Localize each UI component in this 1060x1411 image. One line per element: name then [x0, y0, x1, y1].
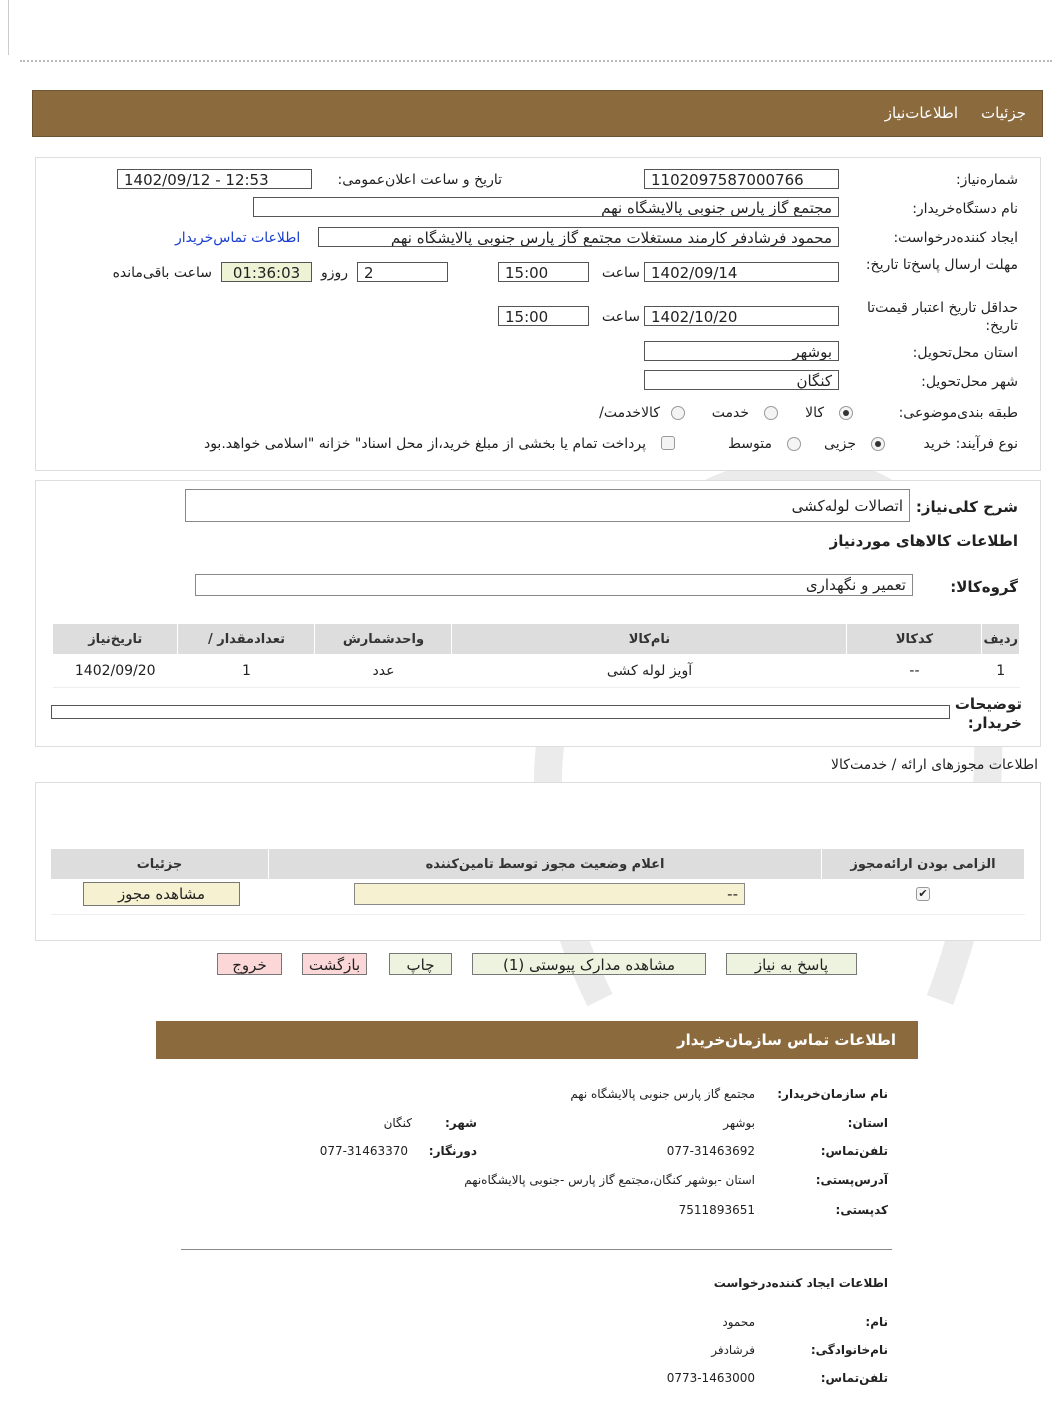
announce-field: 1402/09/12 - 12:53 [117, 169, 312, 189]
contact-org: مجتمع گاز پارس جنوبی پالایشگاه نهم [570, 1087, 755, 1101]
top-dotted-separator [20, 60, 1052, 62]
deadline-date-field: 1402/09/14 [644, 262, 839, 282]
contact-phone-label: تلفن‌تماس: [820, 1144, 888, 1158]
category-radio-goods-service[interactable] [671, 406, 685, 420]
page-header-bar [32, 90, 1043, 137]
contact-address-label: آدرس‌پستی: [815, 1173, 888, 1187]
cell-row: 1 [982, 655, 1020, 688]
general-desc-field: اتصالات لوله‌کشی [185, 489, 910, 522]
province-label: استان محل‌تحویل: [912, 345, 1018, 361]
contact-address: استان -بوشهر کنگان،مجتمع گاز پارس -جنوبی پالایشگاه‌نهم [464, 1173, 755, 1187]
col-date: تاریخ‌نیاز [53, 624, 178, 655]
min-valid-date-field: 1402/10/20 [644, 306, 839, 326]
cell-qty: 1 [178, 655, 315, 688]
contact-phone: 077-31463692 [666, 1144, 755, 1158]
contact-province-label: استان: [847, 1116, 888, 1130]
permits-title: اطلاعات مجوزهای ارائه / خدمت‌کالا [831, 757, 1038, 773]
group-label: گروه‌کالا: [950, 578, 1018, 596]
category-radio-goods[interactable] [839, 406, 853, 420]
contact-fax: 077-31463370 [319, 1144, 408, 1158]
col-status: اعلام وضعیت مجوز توسط تامین‌کننده [269, 849, 822, 880]
attachments-button[interactable]: مشاهده مدارک پیوستی (1) [472, 953, 706, 975]
items-table [52, 623, 1020, 688]
col-qty: تعدادمقدار / [178, 624, 315, 655]
contact-title: اطلاعات تماس سازمان‌خریدار [676, 1031, 896, 1049]
contact-postal-label: کد‌پستی: [835, 1203, 888, 1217]
creator-field: محمود فرشادفر کارمند مستغلات مجتمع گاز پارس جنوبی پالایشگاه نهم [318, 227, 839, 247]
treasury-payment-checkbox[interactable] [661, 436, 675, 450]
creator-family: فرشادفر [711, 1343, 755, 1357]
col-name: نام‌کالا [452, 624, 847, 655]
days-field: 2 [357, 262, 448, 282]
creator-phone-label: تلفن‌تماس: [820, 1371, 888, 1385]
buyer-org-label: نام دستگاه‌خریدار: [912, 201, 1018, 217]
print-button[interactable]: چاپ [389, 953, 452, 975]
tab-need-info[interactable]: اطلاعات‌نياز [884, 104, 958, 122]
cell-date: 1402/09/20 [53, 655, 178, 688]
general-desc-label: شرح کلی‌نیاز: [915, 498, 1018, 516]
contact-city-label: شهر: [445, 1116, 477, 1130]
contact-header-bar [156, 1021, 918, 1059]
col-unit: واحدشمارش [315, 624, 452, 655]
min-valid-time-field: 15:00 [498, 306, 589, 326]
category-label: طبقه بندی‌موضوعی: [898, 405, 1018, 421]
buyer-org-field: مجتمع گاز پارس جنوبی پالایشگاه نهم [253, 197, 839, 217]
category-option-goods-service: کالا‌خدمت/ [599, 405, 660, 421]
deadline-label: مهلت ارسال پاسخ‌تا تاریخ: [865, 257, 1018, 273]
col-required: الزامی بودن ارائه‌مجوز [822, 849, 1025, 880]
remaining-time-field: 01:36:03 [221, 262, 312, 282]
process-option-medium: متوسط [728, 436, 772, 452]
category-radio-service[interactable] [764, 406, 778, 420]
left-edge-line [8, 0, 9, 55]
contact-province: بوشهر [723, 1116, 755, 1130]
announce-label: تاریخ و ساعت اعلان‌عمومی: [337, 172, 502, 188]
permit-status-field: -- [354, 883, 745, 905]
contact-fax-label: دورنگار: [428, 1144, 477, 1158]
buyer-contact-link[interactable]: اطلاعات تماس‌خریدار [175, 230, 301, 246]
cell-code: -- [847, 655, 982, 688]
tab-details[interactable]: جزئيات [981, 104, 1026, 122]
city-label: شهر محل‌تحویل: [921, 374, 1018, 390]
process-option-minor: جزیی [824, 436, 856, 452]
need-number-label: شماره‌نیاز: [955, 172, 1018, 188]
creator-name-label: نام: [865, 1315, 888, 1329]
process-radio-minor[interactable] [871, 437, 885, 451]
cell-unit: عدد [315, 655, 452, 688]
creator-name: محمود [722, 1315, 755, 1329]
payment-note: پرداخت تمام یا بخشی از مبلغ خرید،از محل اسناد" خزانه "اسلامی خواهد.بود [203, 436, 646, 452]
items-title: اطلاعات کالاهای موردنیاز [829, 532, 1018, 550]
province-field: بوشهر [644, 341, 839, 361]
view-permit-button[interactable]: مشاهده مجوز [83, 882, 240, 906]
contact-org-label: نام سازمان‌خریدار: [777, 1087, 888, 1101]
category-option-goods: کالا [805, 405, 824, 421]
creator-label: ایجاد کننده‌درخواست: [893, 230, 1018, 246]
city-field: کنگان [644, 370, 839, 390]
permit-required-checkbox: ✔ [916, 887, 930, 901]
reply-button[interactable]: پاسخ به نیاز [726, 953, 857, 975]
table-row [53, 655, 1020, 688]
group-field: تعمیر و نگهداری [195, 574, 913, 596]
col-code: کدکالا [847, 624, 982, 655]
buyer-notes-label: توضیحات خریدار: [954, 695, 1022, 732]
need-number-field: 1102097587000766 [644, 169, 839, 189]
process-label: نوع فرآیند: خرید [923, 436, 1018, 452]
creator-phone: 0773-1463000 [666, 1371, 755, 1385]
remaining-label: ساعت باقی‌مانده [112, 265, 212, 281]
contact-city: کنگان [383, 1116, 412, 1130]
cell-name: آویز لوله کشی [452, 655, 847, 688]
contact-postal: 7511893651 [678, 1203, 755, 1217]
creator-info-title: اطلاعات ایجاد کننده‌درخواست [713, 1276, 888, 1290]
day-label: روزو [320, 265, 348, 281]
min-valid-label: حداقل تاریخ اعتبار قیمت‌تا تاریخ: [866, 300, 1018, 334]
process-radio-medium[interactable] [787, 437, 801, 451]
exit-button[interactable]: خروج [217, 953, 282, 975]
buyer-notes-field [51, 705, 950, 719]
back-button[interactable]: بازگشت [302, 953, 367, 975]
category-option-service: خدمت [711, 405, 749, 421]
creator-family-label: نام‌خانوادگی: [810, 1343, 888, 1357]
contact-divider [181, 1249, 892, 1250]
min-valid-time-label: ساعت [601, 309, 640, 325]
col-row: ردیف [982, 624, 1020, 655]
deadline-time-field: 15:00 [498, 262, 589, 282]
col-details: جزئیات [51, 849, 269, 880]
deadline-time-label: ساعت [601, 265, 640, 281]
